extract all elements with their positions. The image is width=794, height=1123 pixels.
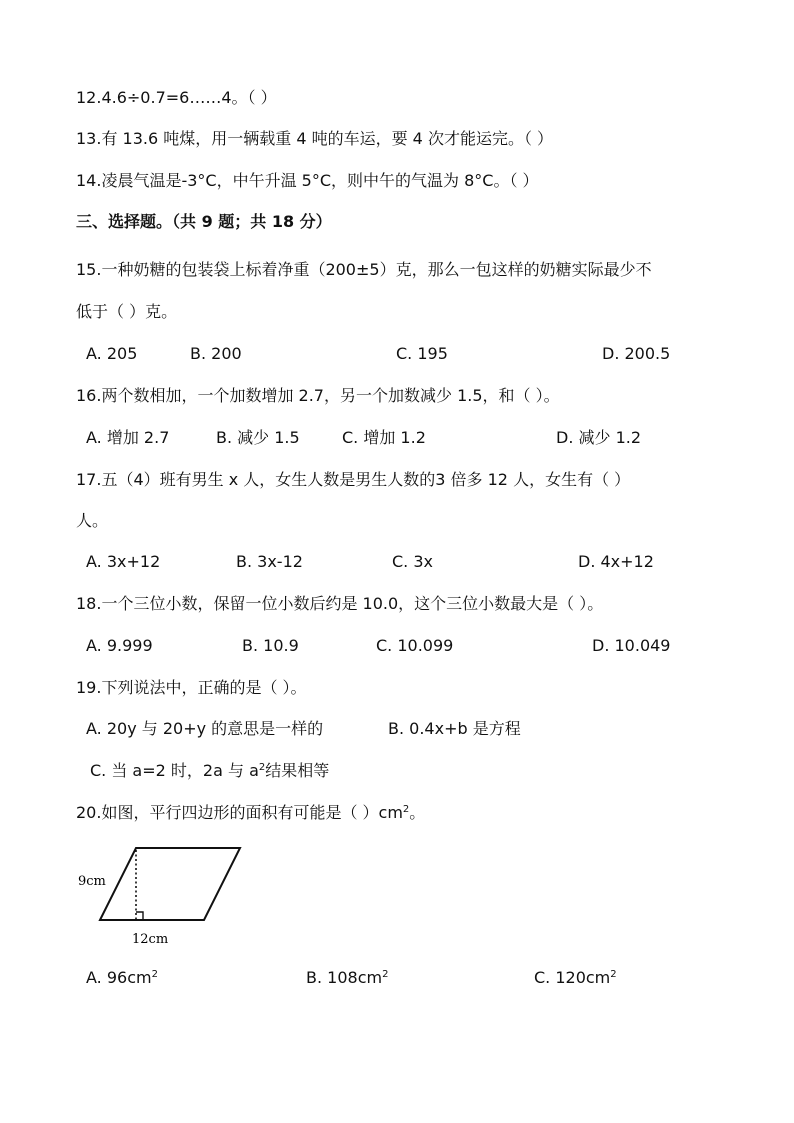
q20-option-c-text: C. 120cm [534,968,611,987]
q18-option-d: D. 10.049 [592,636,671,655]
q20-option-b-superscript: 2 [382,969,389,980]
right-angle-mark [136,912,143,919]
q19-option-c [90,760,329,782]
q15-option-a: A. 205 [86,344,138,363]
q17-option-c: C. 3x [392,552,433,571]
q16-option-c: C. 增加 1.2 [342,428,426,447]
question-17-line1: 17.五（4）班有男生 x 人，女生人数是男生人数的3 倍多 12 人，女生有（ ） [76,470,631,489]
q20-option-a-superscript: 2 [151,969,158,980]
question-16: 16.两个数相加，一个加数增加 2.7，另一个加数减少 1.5，和（ ）。 [76,386,560,405]
parallelogram-shape [100,848,240,920]
q16-option-a: A. 增加 2.7 [86,428,170,447]
q17-option-d: D. 4x+12 [578,552,654,571]
q20-option-b-text: B. 108cm [306,968,383,987]
question-12: 12.4.6÷0.7=6……4。（ ） [76,88,277,107]
q19-option-c-superscript: 2 [258,762,266,773]
q17-option-b: B. 3x-12 [236,552,303,571]
parallelogram-figure [76,840,256,952]
section-heading: 三、选择题。（共 9 题；共 18 分） [76,212,332,231]
question-14: 14.凌晨气温是-3°C，中午升温 5°C，则中午的气温为 8°C。（ ） [76,171,539,190]
q16-option-b: B. 减少 1.5 [216,428,300,447]
q20-option-b [306,967,388,989]
q20-option-a-text: A. 96cm [86,968,152,987]
question-17-line2: 人。 [76,511,109,530]
question-13: 13.有 13.6 吨煤，用一辆载重 4 吨的车运，要 4 次才能运完。（ ） [76,129,554,148]
q19-option-c-text-end: 结果相等 [265,761,330,780]
question-15-line1: 15.一种奶糖的包装袋上标着净重（200±5）克，那么一包这样的奶糖实际最少不 [76,260,652,279]
q17-option-a: A. 3x+12 [86,552,161,571]
question-20-text: 20.如图，平行四边形的面积有可能是（ ）cm [76,803,403,822]
question-20 [76,802,425,824]
q20-option-a [86,967,158,989]
base-label: 12cm [132,932,169,947]
q18-option-b: B. 10.9 [242,636,299,655]
question-19: 19.下列说法中，正确的是（ ）。 [76,678,307,697]
question-20-superscript: 2 [402,804,410,815]
q15-option-c: C. 195 [396,344,448,363]
q18-option-a: A. 9.999 [86,636,153,655]
q19-option-b: B. 0.4x+b 是方程 [388,719,521,738]
q20-option-c-superscript: 2 [610,969,617,980]
q20-option-c [534,967,617,989]
question-20-text-end: 。 [409,803,426,822]
question-18: 18.一个三位小数，保留一位小数后约是 10.0，这个三位小数最大是（ ）。 [76,594,604,613]
height-label: 9cm [78,874,106,889]
q19-option-a: A. 20y 与 20+y 的意思是一样的 [86,719,324,738]
question-15-line2: 低于（ ）克。 [76,302,178,321]
q15-option-b: B. 200 [190,344,242,363]
q19-option-c-text: C. 当 a=2 时，2a 与 a [90,761,259,780]
q16-option-d: D. 减少 1.2 [556,428,642,447]
q18-option-c: C. 10.099 [376,636,454,655]
q15-option-d: D. 200.5 [602,344,671,363]
